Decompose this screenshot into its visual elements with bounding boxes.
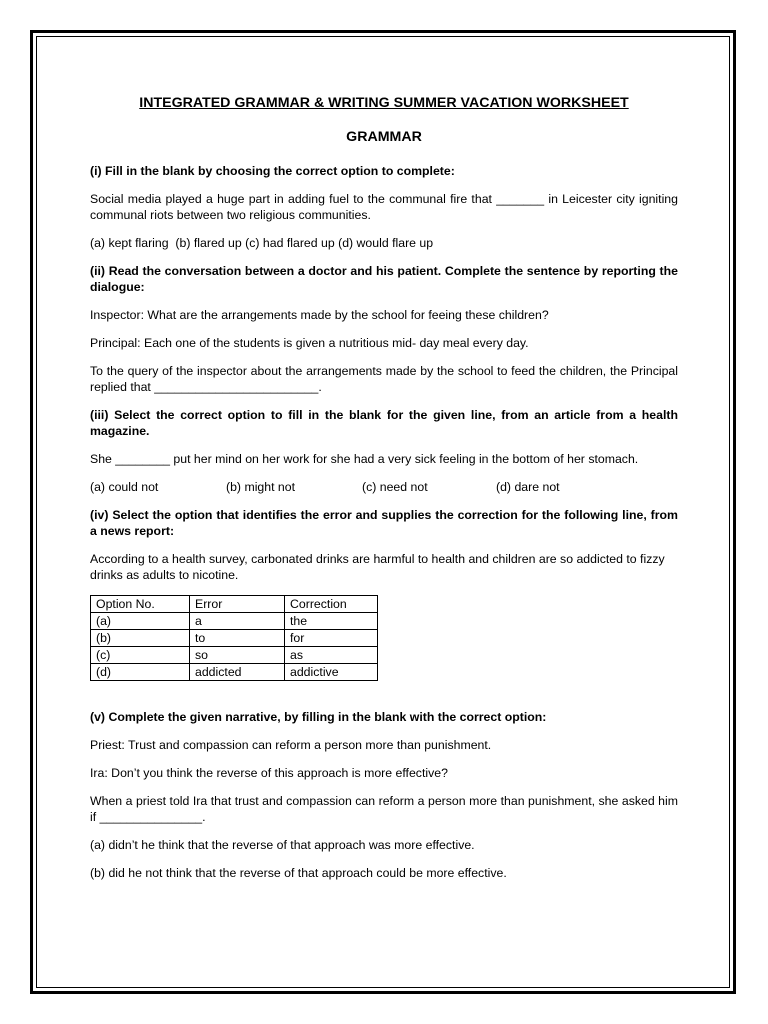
table-row bbox=[91, 613, 378, 630]
error-correction-table bbox=[90, 595, 378, 681]
question-3-heading: (iii) Select the correct option to fill in the blank for the given line, from an article from a health magazine. bbox=[90, 408, 678, 438]
table-header-cell: Correction bbox=[285, 596, 378, 613]
question-3-option-b: (b) might not bbox=[226, 480, 296, 494]
table-cell: the bbox=[285, 613, 378, 630]
question-3-option-d: (d) dare not bbox=[496, 480, 560, 494]
question-1-heading: (i) Fill in the blank by choosing the correct option to complete: bbox=[90, 164, 455, 178]
question-3-text: She ________ put her mind on her work for she had a very sick feeling in the bottom of her stomach. bbox=[90, 452, 639, 466]
question-3-option-c: (c) need not bbox=[362, 480, 428, 494]
table-header-cell: Error bbox=[190, 596, 285, 613]
table-row bbox=[91, 664, 378, 681]
question-5-heading: (v) Complete the given narrative, by filling in the blank with the correct option: bbox=[90, 710, 547, 724]
table-header-row bbox=[91, 596, 378, 613]
question-2-text: To the query of the inspector about the arrangements made by the school to feed the children, the Principal replied that ________________________. bbox=[90, 364, 678, 394]
question-5-option-b: (b) did he not think that the reverse of that approach could be more effective. bbox=[90, 866, 507, 880]
worksheet-title: INTEGRATED GRAMMAR & WRITING SUMMER VACATION WORKSHEET bbox=[139, 95, 629, 111]
section-heading: GRAMMAR bbox=[346, 129, 422, 145]
table-header-cell: Option No. bbox=[91, 596, 190, 613]
question-1-options: (a) kept flaring (b) flared up (c) had flared up (d) would flare up bbox=[90, 236, 434, 250]
question-3-option-a: (a) could not bbox=[90, 480, 159, 494]
question-5-dialogue-priest: Priest: Trust and compassion can reform a person more than punishment. bbox=[90, 738, 492, 752]
question-5-text: When a priest told Ira that trust and compassion can reform a person more than punishment, she asked him if _______________. bbox=[90, 794, 678, 824]
question-3-options bbox=[90, 479, 678, 495]
table-row bbox=[91, 630, 378, 647]
question-2-heading: (ii) Read the conversation between a doctor and his patient. Complete the sentence by reporting the dialogue: bbox=[90, 264, 678, 294]
table-row bbox=[91, 647, 378, 664]
question-5-dialogue-ira: Ira: Don’t you think the reverse of this approach is more effective? bbox=[90, 766, 448, 780]
table-cell: as bbox=[285, 647, 378, 664]
question-2-dialogue-principal: Principal: Each one of the students is given a nutritious mid- day meal every day. bbox=[90, 336, 529, 350]
question-2-dialogue-inspector: Inspector: What are the arrangements made by the school for feeing these children? bbox=[90, 308, 549, 322]
question-5-option-a: (a) didn’t he think that the reverse of that approach was more effective. bbox=[90, 838, 475, 852]
table-cell: so bbox=[190, 647, 285, 664]
question-4-heading: (iv) Select the option that identifies the error and supplies the correction for the following line, from a news report: bbox=[90, 508, 678, 538]
table-cell: to bbox=[190, 630, 285, 647]
table-cell: (b) bbox=[91, 630, 190, 647]
table-cell: (a) bbox=[91, 613, 190, 630]
table-cell: (d) bbox=[91, 664, 190, 681]
table-cell: (c) bbox=[91, 647, 190, 664]
table-cell: addictive bbox=[285, 664, 378, 681]
table-cell: for bbox=[285, 630, 378, 647]
table-cell: addicted bbox=[190, 664, 285, 681]
worksheet-content bbox=[90, 95, 678, 893]
question-1-text: Social media played a huge part in adding fuel to the communal fire that _______ in Leicester city igniting communal riots between two religious communities. bbox=[90, 192, 678, 222]
question-4-text: According to a health survey, carbonated drinks are harmful to health and children are so addicted to fizzy drinks as adults to nicotine. bbox=[90, 552, 665, 582]
table-cell: a bbox=[190, 613, 285, 630]
